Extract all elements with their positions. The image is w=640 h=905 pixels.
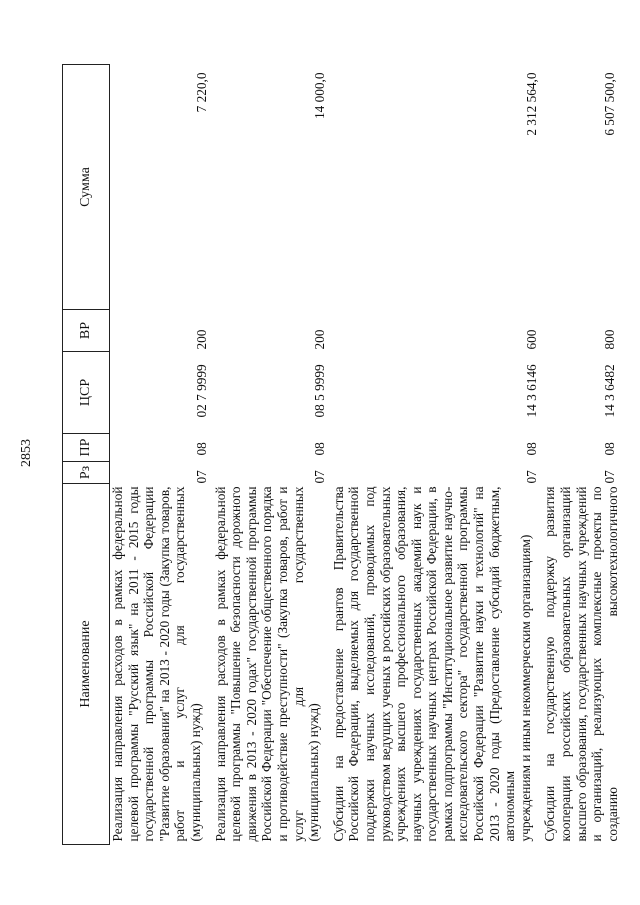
budget-table-sheet xyxy=(62,65,620,845)
row-sum: 6 507 500,0 xyxy=(601,72,617,136)
row-name-line: программы Российской Федерации "Развитие науки и технологий" на xyxy=(455,486,487,842)
row-name xyxy=(331,484,543,845)
row-pr: 08 xyxy=(523,442,539,456)
row-name-line: профессионального образования, научных учреждениях xyxy=(393,486,424,842)
header-name: Наименование xyxy=(63,484,110,845)
row-name-line: (муниципальных) нужд) xyxy=(187,703,203,842)
row-pr: 08 xyxy=(193,442,209,456)
row-vr: 200 xyxy=(193,329,209,350)
row-name-line: 2013 - 2020 годы (Предоставление субсидий бюджетным, автономным xyxy=(486,486,518,842)
row-sum: 7 220,0 xyxy=(193,72,209,113)
row-name-line: учреждениям и иным некоммерческим организациям) xyxy=(517,534,533,842)
row-name-line: программы Российской Федерации "Развитие образования" на 2013 - xyxy=(141,486,172,842)
row-name-line: 2020 годах" государственной программы Российской Федерации xyxy=(243,486,275,842)
row-name-line: государственных научных учреждений и организаций, реализующих xyxy=(573,486,605,842)
row-name-line: 2020 годы (Закупка товаров, работ и услуг для государственных xyxy=(156,486,188,842)
row-name xyxy=(213,484,331,845)
row-sum: 2 312 564,0 xyxy=(523,72,539,136)
row-name-line: исследований, проводимых под руководством ведущих ученых в xyxy=(361,486,393,842)
row-csr: 14 3 6482 xyxy=(601,364,617,418)
table-row xyxy=(110,65,213,845)
row-vr: 800 xyxy=(601,329,617,350)
row-name-line: российских образовательных учреждениях высшего xyxy=(377,486,409,842)
row-rz: 07 xyxy=(193,470,209,484)
row-name-line: Российской Федерации, в рамках подпрограммы "Институциональное xyxy=(424,486,455,842)
row-name-line: Субсидии на предоставление грантов Правительства Российской xyxy=(330,486,362,842)
row-name-line: "Обеспечение общественного порядка и противодействие xyxy=(259,486,290,842)
row-vr: 600 xyxy=(523,329,539,350)
table-row xyxy=(542,65,620,845)
header-sum: Сумма xyxy=(63,65,110,310)
row-pr: 08 xyxy=(312,442,328,456)
row-name-line: программы "Русский язык" на 2011 - 2015 годы государственной xyxy=(125,486,157,842)
row-name-line: Реализация направления расходов в рамках федеральной целевой xyxy=(212,486,244,842)
row-name-line: Федерации, выделяемых для государственной поддержки научных xyxy=(346,486,377,842)
row-name-line: комплексные проекты по созданию высокотехнологичного xyxy=(589,486,620,842)
row-sum: 14 000,0 xyxy=(312,72,328,120)
row-name xyxy=(110,484,213,845)
row-name-line: государственных академий наук и государственных научных центрах xyxy=(408,486,440,842)
row-csr: 08 5 9999 xyxy=(312,364,328,418)
row-name-line: программы "Повышение безопасности дорожного движения в 2013 - xyxy=(228,486,259,842)
row-pr: 08 xyxy=(601,442,617,456)
header-pr: ПР xyxy=(63,434,110,462)
header-rz: Рз xyxy=(63,462,110,484)
row-rz: 07 xyxy=(601,470,617,484)
row-vr: 200 xyxy=(312,329,328,350)
row-rz: 07 xyxy=(523,470,539,484)
table-row xyxy=(213,65,331,845)
row-name-line: преступности" (Закупка товаров, работ и услуг для государственных xyxy=(274,486,306,842)
header-vr: ВР xyxy=(63,310,110,352)
row-rz: 07 xyxy=(312,470,328,484)
row-name-line: Реализация направления расходов в рамках федеральной целевой xyxy=(110,486,141,842)
row-name-line: Субсидии на государственную поддержку развития кооперации xyxy=(542,486,574,842)
budget-table xyxy=(62,64,620,845)
header-csr: ЦСР xyxy=(63,352,110,434)
row-csr: 14 3 6146 xyxy=(523,364,539,418)
header-row xyxy=(63,65,110,845)
page-number: 2853 xyxy=(19,439,34,467)
row-name xyxy=(542,484,620,845)
row-name-line: развитие научно-исследовательского сектора" государственной xyxy=(439,486,471,842)
row-name-line: российских образовательных организаций высшего образования, xyxy=(558,486,589,842)
row-csr: 02 7 9999 xyxy=(193,364,209,418)
table-row xyxy=(331,65,543,845)
row-name-line: (муниципальных) нужд) xyxy=(306,703,322,842)
